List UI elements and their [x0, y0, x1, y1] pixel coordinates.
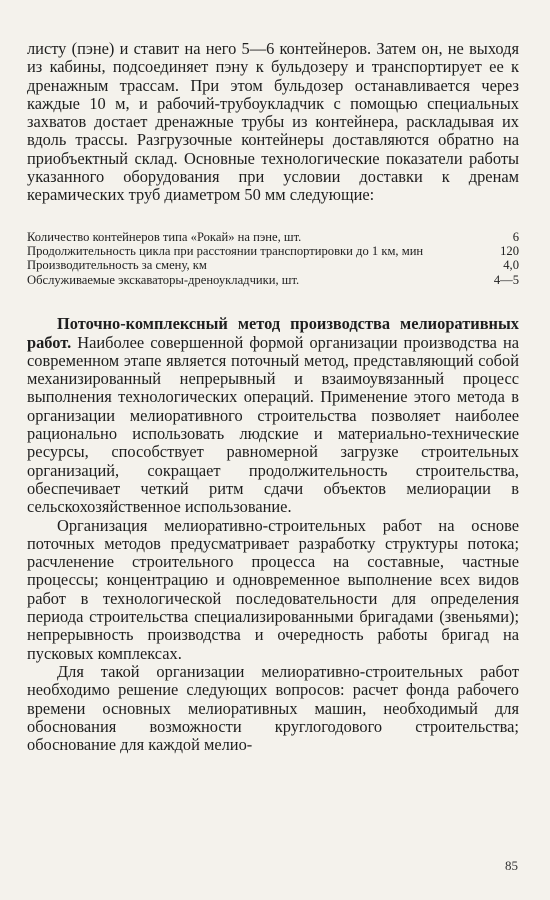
spec-row [27, 231, 519, 244]
spec-value: 6 [512, 229, 519, 244]
paragraph-flow-organization: Организация мелиоративно-строительных работ на основе поточных методов предусматривает разработку структуры потока; расчленение строительного процесса на составные, частные процессы; концентрацию и одновременное выполнение всех видов работ в технологической последовательности для определения периода строительства специализированными бригадами (звеньями); непрерывность производства и очередность работы бригад на пусковых комплексах. [27, 515, 519, 663]
spec-label: Продолжительность цикла при расстоянии транспортировки до 1 км, мин [27, 244, 424, 259]
spec-row [27, 245, 519, 258]
page-number: 85 [505, 858, 518, 873]
paragraph-organization-questions: Для такой организации мелиоративно-строительных работ необходимо решение следующих вопросов: расчет фонда рабочего времени основных мелиоративных машин, необходимый для обоснования возможности круглогодового строительства; обоснование для каждой мелио- [27, 661, 519, 755]
spec-label: Количество контейнеров типа «Рокай» на пэне, шт. [27, 229, 302, 244]
spec-label: Обслуживаемые экскаваторы-дреноукладчики, шт. [27, 272, 300, 287]
spec-value: 4—5 [493, 272, 519, 287]
spec-row [27, 259, 519, 272]
paragraph-containers-intro: листу (пэне) и ставит на него 5—6 контейнеров. Затем он, не выходя из кабины, подсоединяет пэну к бульдозеру и транспортирует ее к дренажным трассам. При этом бульдозер останавливается через каждые 10 м, и рабочий-трубоукладчик с помощью специальных захватов достает дренажные трубы из контейнера, раскладывая их вдоль трассы. Разгрузочные контейнеры доставляются обратно на приобъектный склад. Основные технологические показатели работы указанного оборудования при условии доставки к дренам керамических труб диаметром 50 мм следующие: [27, 39, 519, 205]
section-heading: Поточно-комплексный метод производства мелиоративных работ. [27, 314, 519, 352]
paragraph-flow-method [27, 315, 519, 516]
spec-label: Производительность за смену, км [27, 258, 207, 273]
spec-value: 120 [500, 244, 519, 259]
spec-row [27, 274, 519, 287]
paragraph-flow-method-body: Наиболее совершенной формой организации производства на современном этапе является поточный метод, представляющий собой механизированный непрерывный и взаимоувязанный процесс выполнения технологических операций. Применение этого метода в организации мелиоративного строительства позволяет наиболее рационально использовать людские и материально-технические ресурсы, способствует равномерной загрузке строительных организаций, сокращает продолжительность строительства, обеспечивает четкий ритм сдачи объектов мелиорации в сельскохозяйственное использование. [27, 332, 519, 517]
spec-value: 4,0 [503, 258, 519, 273]
spec-table [27, 231, 519, 288]
page-content [27, 40, 519, 754]
